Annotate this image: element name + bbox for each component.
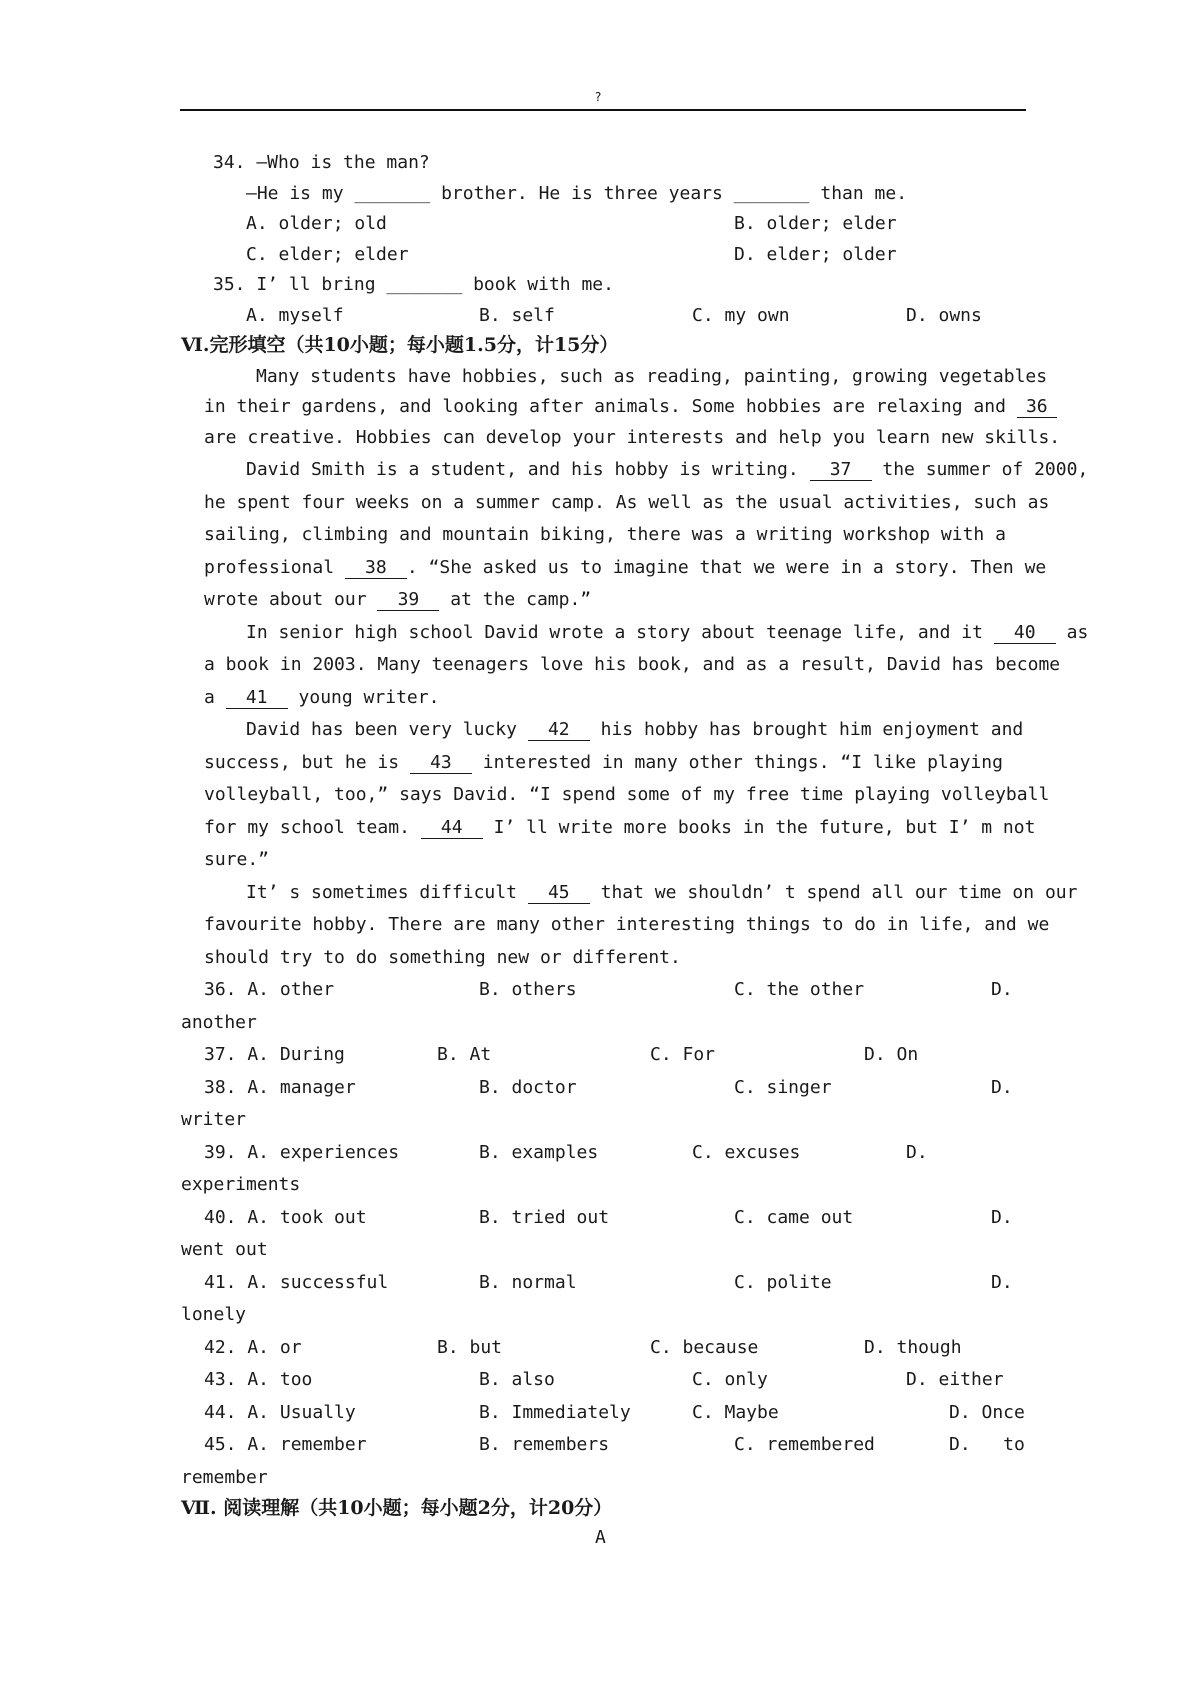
q36-option-c: C. the other <box>734 979 865 1000</box>
passage-p4-line5: sure.” <box>204 849 270 870</box>
passage-p1-line1: Many students have hobbies, such as reading, painting, growing vegetables <box>256 366 1048 387</box>
passage-p1-line3: are creative. Hobbies can develop your interests and help you learn new skills. <box>204 427 1061 448</box>
q38-option-c: C. singer <box>734 1077 832 1098</box>
q38-option-d-wrap: writer <box>181 1109 247 1130</box>
header-mark: ? <box>595 90 602 104</box>
header-rule <box>180 109 1026 111</box>
blank-40: 40 <box>994 623 1056 644</box>
q34-option-c: C. elder; elder <box>246 244 409 265</box>
q45-option-d: D. to <box>949 1434 1025 1455</box>
q37-option-a: 37. A. During <box>204 1044 345 1065</box>
blank-37: 37 <box>810 460 872 481</box>
blank-42: 42 <box>528 720 590 741</box>
passage-p5-line1: It’ s sometimes difficult 45 that we shouldn’ t spend all our time on our <box>246 882 1078 903</box>
q43-option-a: 43. A. too <box>204 1369 313 1390</box>
q35-option-a: A. myself <box>246 305 344 326</box>
q44-option-d: D. Once <box>949 1402 1025 1423</box>
q40-option-c: C. came out <box>734 1207 854 1228</box>
q42-option-b: B. but <box>437 1337 503 1358</box>
q38-option-a: 38. A. manager <box>204 1077 356 1098</box>
q40-option-a: 40. A. took out <box>204 1207 367 1228</box>
q42-option-d: D. though <box>864 1337 962 1358</box>
passage-p5-line3: should try to do something new or different. <box>204 947 681 968</box>
passage-p4-line4: for my school team. 44 I’ ll write more books in the future, but I’ m not <box>204 817 1036 838</box>
q45-option-b: B. remembers <box>479 1434 610 1455</box>
blank-39: 39 <box>377 590 439 611</box>
q34-stem: 34. —Who is the man? <box>213 152 430 173</box>
blank-41: 41 <box>226 688 288 709</box>
q40-option-d: D. <box>991 1207 1013 1228</box>
q38-option-d: D. <box>991 1077 1013 1098</box>
q36-option-d-wrap: another <box>181 1012 257 1033</box>
q45-option-c: C. remembered <box>734 1434 875 1455</box>
passage-p1-line2: in their gardens, and looking after animals. Some hobbies are relaxing and 36 <box>204 396 1057 418</box>
q44-option-c: C. Maybe <box>692 1402 779 1423</box>
passage-p2-line2: he spent four weeks on a summer camp. As well as the usual activities, such as <box>204 492 1050 513</box>
q39-option-a: 39. A. experiences <box>204 1142 400 1163</box>
q41-option-b: B. normal <box>479 1272 577 1293</box>
q41-option-c: C. polite <box>734 1272 832 1293</box>
q34-option-a: A. older; old <box>246 213 387 234</box>
section-7-part-label: A <box>595 1527 606 1548</box>
q39-option-d-wrap: experiments <box>181 1174 301 1195</box>
blank-45: 45 <box>528 883 590 904</box>
q44-option-a: 44. A. Usually <box>204 1402 356 1423</box>
q34-line2: —He is my _______ brother. He is three years _______ than me. <box>246 183 908 204</box>
section-7-title: Ⅶ. 阅读理解（共10小题；每小题2分，计20分） <box>181 1497 613 1519</box>
q34-option-d: D. elder; older <box>734 244 897 265</box>
passage-p4-line3: volleyball, too,” says David. “I spend some of my free time playing volleyball <box>204 784 1050 805</box>
section-6-title: Ⅵ.完形填空（共10小题；每小题1.5分，计15分） <box>181 334 619 356</box>
passage-p2-line1: David Smith is a student, and his hobby is writing. 37 the summer of 2000, <box>246 459 1089 480</box>
q41-option-d-wrap: lonely <box>181 1304 247 1325</box>
q43-option-c: C. only <box>692 1369 768 1390</box>
q35-option-d: D. owns <box>906 305 982 326</box>
passage-p2-line4: professional 38 . “She asked us to imagine that we were in a story. Then we <box>204 557 1047 578</box>
q42-option-c: C. because <box>650 1337 759 1358</box>
passage-p3-line3: a 41 young writer. <box>204 687 440 708</box>
passage-p5-line2: favourite hobby. There are many other interesting things to do in life, and we <box>204 914 1050 935</box>
passage-p3-line2: a book in 2003. Many teenagers love his book, and as a result, David has become <box>204 654 1061 675</box>
q36-option-d: D. <box>991 979 1013 1000</box>
q43-option-b: B. also <box>479 1369 555 1390</box>
q37-option-c: C. For <box>650 1044 716 1065</box>
passage-p4-line1: David has been very lucky 42 his hobby has brought him enjoyment and <box>246 719 1024 740</box>
q36-option-b: B. others <box>479 979 577 1000</box>
q36-option-a: 36. A. other <box>204 979 335 1000</box>
blank-44: 44 <box>421 818 483 839</box>
q35-stem: 35. I’ ll bring _______ book with me. <box>213 274 614 295</box>
blank-38: 38 <box>345 558 407 579</box>
q43-option-d: D. either <box>906 1369 1004 1390</box>
passage-p3-line1: In senior high school David wrote a story about teenage life, and it 40 as <box>246 622 1089 643</box>
q45-option-a: 45. A. remember <box>204 1434 367 1455</box>
passage-p4-line2: success, but he is 43 interested in many other things. “I like playing <box>204 752 1003 773</box>
q39-option-d: D. <box>906 1142 928 1163</box>
q44-option-b: B. Immediately <box>479 1402 631 1423</box>
passage-p2-line5: wrote about our 39 at the camp.” <box>204 589 592 610</box>
q40-option-d-wrap: went out <box>181 1239 268 1260</box>
q40-option-b: B. tried out <box>479 1207 610 1228</box>
q35-option-c: C. my own <box>692 305 790 326</box>
q42-option-a: 42. A. or <box>204 1337 302 1358</box>
q41-option-d: D. <box>991 1272 1013 1293</box>
q39-option-b: B. examples <box>479 1142 599 1163</box>
q45-option-d-wrap: remember <box>181 1467 268 1488</box>
q41-option-a: 41. A. successful <box>204 1272 389 1293</box>
q34-option-b: B. older; elder <box>734 213 897 234</box>
q38-option-b: B. doctor <box>479 1077 577 1098</box>
q35-option-b: B. self <box>479 305 555 326</box>
q37-option-d: D. On <box>864 1044 919 1065</box>
blank-36: 36 <box>1017 397 1057 418</box>
q37-option-b: B. At <box>437 1044 492 1065</box>
passage-p2-line3: sailing, climbing and mountain biking, there was a writing workshop with a <box>204 524 1006 545</box>
q39-option-c: C. excuses <box>692 1142 801 1163</box>
blank-43: 43 <box>410 753 472 774</box>
